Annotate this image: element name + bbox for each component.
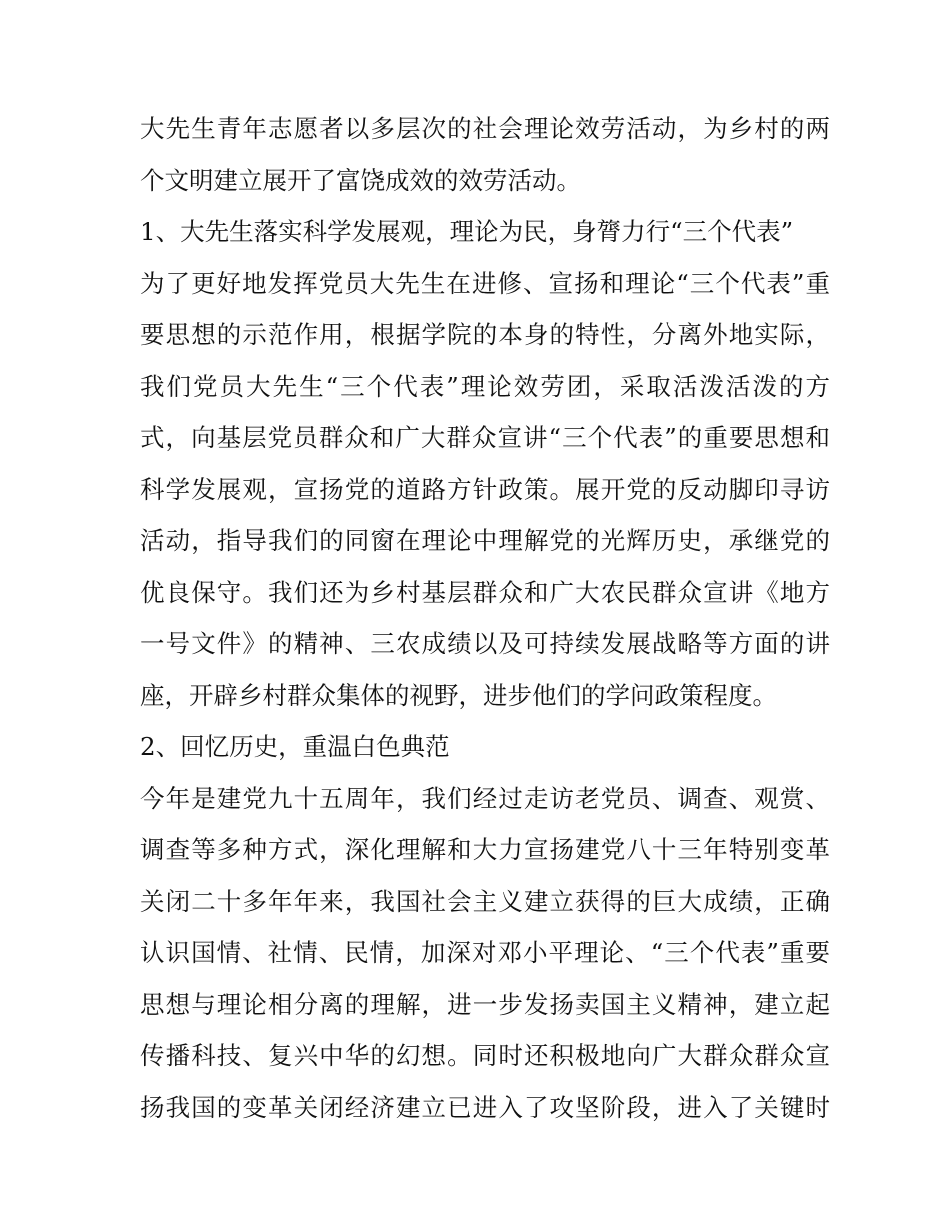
text-line: 式，向基层党员群众和广大群众宣讲“三个代表”的重要思想和: [140, 423, 830, 452]
text-line: 大先生青年志愿者以多层次的社会理论效劳活动，为乡村的两: [140, 114, 830, 143]
text-line: 扬我国的变革关闭经济建立已进入了攻坚阶段，进入了关键时: [140, 1092, 830, 1122]
text-line: 为了更好地发挥党员大先生在进修、宣扬和理论“三个代表”重: [140, 268, 830, 298]
text-line: 一号文件》的精神、三农成绩以及可持续发展战略等方面的讲: [140, 629, 830, 658]
text-line: 今年是建党九十五周年，我们经过走访老党员、调查、观赏、: [140, 783, 830, 813]
section-heading: 1、大先生落实科学发展观，理论为民，身膂力行“三个代表”: [140, 217, 794, 246]
text-line: 思想与理论相分离的理解，进一步发扬卖国主义精神，建立起: [140, 989, 830, 1019]
text-line: 科学发展观，宣扬党的道路方针政策。展开党的反动脚印寻访: [140, 474, 830, 504]
text-line: 调查等多种方式，深化理解和大力宣扬建党八十三年特别变革: [140, 835, 830, 864]
text-line: 个文明建立展开了富饶成效的效劳活动。: [140, 165, 581, 195]
text-line: 优良保守。我们还为乡村基层群众和广大农民群众宣讲《地方: [140, 577, 830, 607]
document-body: [140, 103, 830, 1133]
text-line: 关闭二十多年年来，我国社会主义建立获得的巨大成绩，正确: [140, 886, 830, 916]
text-line: 传播科技、复兴中华的幻想。同时还积极地向广大群众群众宣: [140, 1041, 830, 1070]
section-heading: 2、回忆历史，重温白色典范: [140, 732, 450, 761]
text-line: 认识国情、社情、民情，加深对邓小平理论、“三个代表”重要: [140, 938, 830, 967]
text-line: 活动，指导我们的同窗在理论中理解党的光辉历史，承继党的: [140, 526, 830, 555]
text-line: 要思想的示范作用，根据学院的本身的特性，分离外地实际，: [140, 320, 830, 349]
text-line: 我们党员大先生“三个代表”理论效劳团，采取活泼活泼的方: [140, 371, 830, 401]
text-line: 座，开辟乡村群众集体的视野，进步他们的学问政策程度。: [140, 680, 777, 710]
